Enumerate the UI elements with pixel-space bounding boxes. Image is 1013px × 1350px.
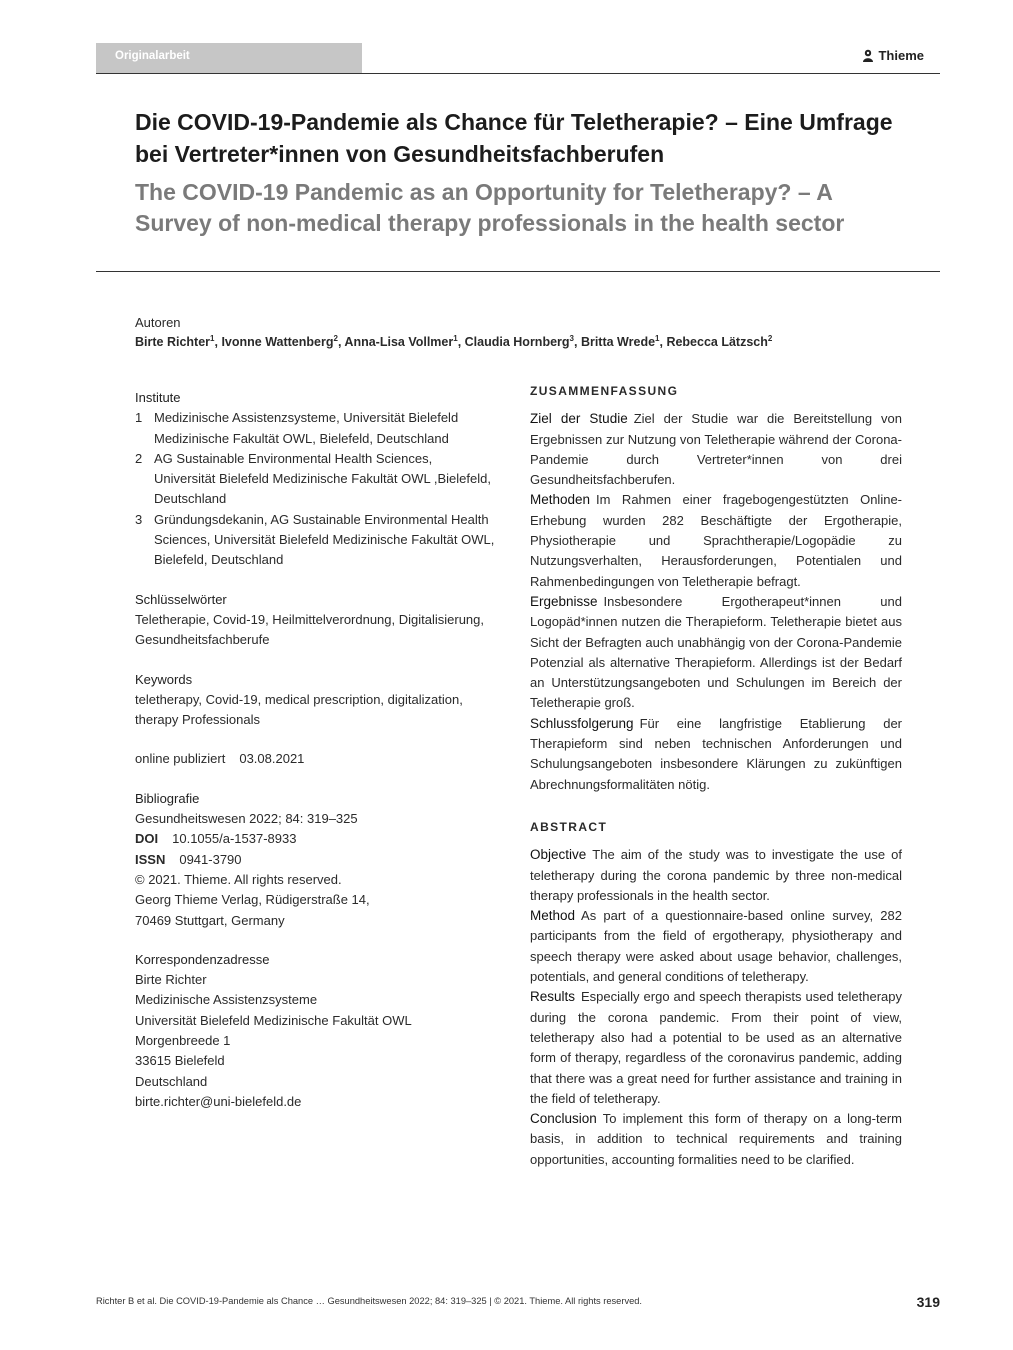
institute-item: 2 AG Sustainable Environmental Health Sciences, Universität Bielefeld Medizinische Fakultät OWL ,Bielefeld, Deutschland — [135, 450, 491, 507]
zusammenfassung-paragraph: Methoden Im Rahmen einer fragebogengestützten Online-Erhebung wurden 282 Beschäftigte der Ergotherapie, Physiotherapie und Sprachtherapie/Logopädie zu Nutzungsverhalten, Herausforderungen, Potentialen und Rahmenbedingungen von Teletherapie befragt. — [530, 492, 902, 589]
copyright: © 2021. Thieme. All rights reserved. — [135, 871, 342, 887]
correspondence-email: birte.richter@uni-bielefeld.de — [135, 1093, 302, 1109]
correspondence-section — [135, 950, 495, 1112]
doi-value: 10.1055/a-1537-8933 — [172, 831, 297, 847]
issn-value: 0941-3790 — [179, 851, 242, 867]
abstract-paragraph: Method As part of a questionnaire-based online survey, 282 participants from the field of ergotherapy, physiotherapy and speech therapy were asked about usage behavior, challenges, potentials, and general conditions of teletherapy. — [530, 908, 902, 985]
zusammenfassung-paragraph: Schlussfolgerung Für eine langfristige Etablierung der Therapieform sind neben technischen Anforderungen und Schulungsangeboten insbesondere Klärungen zu zukünftigen Abrechnungsformalitäten nötig. — [530, 715, 902, 792]
author: Claudia Hornberg$^3$, — [464, 334, 581, 350]
journal-citation: Gesundheitswesen 2022; 84: 319–325 — [135, 811, 358, 827]
footer-citation: Richter B et al. Die COVID-19-Pandemie als Chance … Gesundheitswesen 2022; 84: 319–325 | © 2021. Thieme. All rights reserved. — [96, 1296, 643, 1306]
keywords-de-section — [135, 590, 495, 651]
bibliography-section — [135, 789, 495, 931]
author-list — [135, 334, 915, 349]
publisher-logo — [862, 48, 924, 63]
keywords-en-label: Keywords — [135, 671, 193, 687]
correspondence-line: Medizinische Assistenzsysteme — [135, 992, 318, 1008]
abstract-paragraph: Objective The aim of the study was to investigate the use of teletherapy during the corona pandemic by three non-medical therapy professionals in the health sector. — [530, 847, 902, 903]
keywords-en-section — [135, 670, 495, 731]
category-tag — [96, 43, 362, 74]
author: Britta Wrede$^1$, — [580, 334, 667, 350]
zusammenfassung-paragraph: Ziel der Studie Ziel der Studie war die Bereitstellung von Ergebnissen zur Nutzung von Teletherapie während der Corona-Pandemie durch Vertreter*innen von drei Gesundheitsfachberufen. — [530, 411, 903, 488]
page-number: 319 — [916, 1294, 940, 1310]
published-section — [135, 749, 495, 769]
abstract-paragraph: Conclusion To implement this form of therapy on a long-term basis, in addition to technical requirements and training opportunities, accounting formalities need to be clarified. — [530, 1111, 902, 1167]
institutes-label: Institute — [135, 390, 181, 405]
author: Ivonne Wattenberg$^2$, — [221, 334, 345, 350]
publisher-name: Thieme — [878, 48, 924, 63]
correspondence-line: 33615 Bielefeld — [135, 1053, 225, 1069]
author: Rebecca Lätzsch$^2$ — [666, 334, 773, 350]
thieme-logo-icon — [862, 49, 874, 63]
abstract-heading: ABSTRACT — [530, 819, 608, 834]
correspondence-line: Morgenbreede 1 — [135, 1033, 231, 1049]
title-english: The COVID-19 Pandemic as an Opportunity for Teletherapy? – A Survey of non-medical therapy professionals in the health sector — [135, 179, 845, 236]
zusammenfassung-heading: ZUSAMMENFASSUNG — [530, 384, 679, 398]
abstract-paragraph: Results Especially ergo and speech therapists used teletherapy during the corona pandemic. From their point of view, teletherapy also had a potential to be used as an alternative form of therapy, regardless of the coronavirus pandemic, adding that there was a great need for further assistance and training in the field of teletherapy. — [530, 989, 902, 1106]
institutes-section — [135, 388, 495, 571]
institute-item: 3 Gründungsdekanin, AG Sustainable Environmental Health Sciences, Universität Bielefeld Medizinische Fakultät OWL, Bielefeld, Deutschland — [135, 511, 495, 568]
zusammenfassung-paragraph: Ergebnisse Insbesondere Ergotherapeut*innen und Logopäd*innen nutzen die Therapieform. Teletherapie bietet aus Sicht der Befragten auch unabhängig von der Corona-Pandemie Potenzial als alternative Therapieform. Allerdings ist der Bedarf an Unterstützungsangeboten und Schulungen im Bereich der Teletherapie groß. — [530, 593, 902, 711]
published-date: 03.08.2021 — [239, 751, 305, 767]
authors-label: Autoren — [135, 315, 181, 330]
issn-line: ISSN 0941-3790 — [135, 851, 242, 867]
keywords-en-text: teletherapy, Covid-19, medical prescription, digitalization, therapy Professionals — [135, 691, 463, 728]
title-rule — [96, 271, 940, 272]
correspondence-line: Deutschland — [135, 1073, 208, 1089]
abstract-column — [530, 381, 902, 1170]
institute-item: 1 Medizinische Assistenzsysteme, Universität Bielefeld Medizinische Fakultät OWL, Bielefeld, Deutschland — [135, 410, 459, 446]
author: Anna-Lisa Vollmer$^1$, — [344, 334, 465, 350]
keywords-de-text: Teletherapie, Covid-19, Heilmittelverordnung, Digitalisierung, Gesundheitsfachberufe — [135, 611, 485, 648]
category-tag-label: Originalarbeit — [115, 50, 190, 62]
correspondence-label: Korrespondenzadresse — [135, 951, 270, 967]
title-german: Die COVID-19-Pandemie als Chance für Teletherapie? – Eine Umfrage bei Vertreter*innen von Gesundheitsfachberufen — [135, 109, 893, 167]
keywords-de-label: Schlüsselwörter — [135, 591, 227, 607]
metadata-column — [135, 388, 495, 1131]
publisher-address: Georg Thieme Verlag, Rüdigerstraße 14, — [135, 892, 370, 908]
doi-line: DOI 10.1055/a-1537-8933 — [135, 831, 297, 847]
correspondence-line: Universität Bielefeld Medizinische Fakultät OWL — [135, 1012, 412, 1028]
header-rule — [96, 73, 940, 74]
bibliography-label: Bibliografie — [135, 790, 200, 806]
correspondence-line: Birte Richter — [135, 972, 207, 988]
publisher-address: 70469 Stuttgart, Germany — [135, 912, 285, 928]
published-label: online publiziert — [135, 751, 226, 767]
author: Birte Richter$^1$, — [135, 334, 222, 350]
